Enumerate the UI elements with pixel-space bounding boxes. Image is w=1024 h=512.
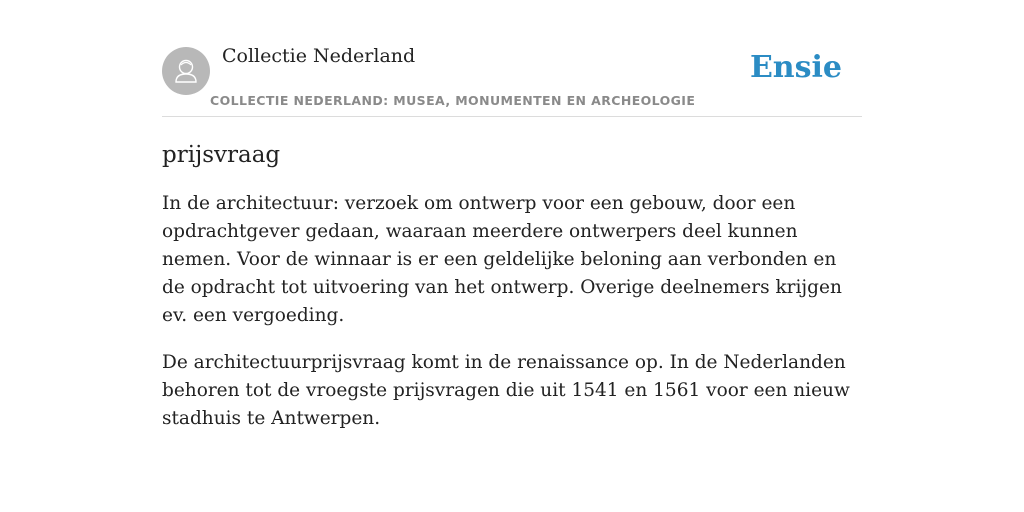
entry-term: prijsvraag [162,142,281,168]
definition-paragraph-1: In de architectuur: verzoek om ontwerp voor een gebouw, door een opdrachtgever gedaan, waaraan meerdere ontwerpers deel kunnen nemen. Voor de winnaar is er een geldelijke beloning aan verbonden en de opdracht tot uitvoering van het ontwerp. Overige deelnemers krijgen ev. een vergoeding. [162,193,842,326]
collection-name[interactable]: COLLECTIE NEDERLAND: MUSEA, MONUMENTEN EN ARCHEOLOGIE [210,93,696,108]
ensie-logo[interactable]: Ensie [749,50,842,85]
entry-content [162,138,862,452]
definition-paragraph-2: De architectuurprijsvraag komt in de renaissance op. In de Nederlanden behoren tot de vroegste prijsvragen die uit 1541 en 1561 voor een nieuw stadhuis te Antwerpen. [162,352,850,429]
author-name[interactable]: Collectie Nederland [222,45,416,67]
entry-header [162,0,862,117]
user-avatar-icon[interactable] [162,47,210,95]
